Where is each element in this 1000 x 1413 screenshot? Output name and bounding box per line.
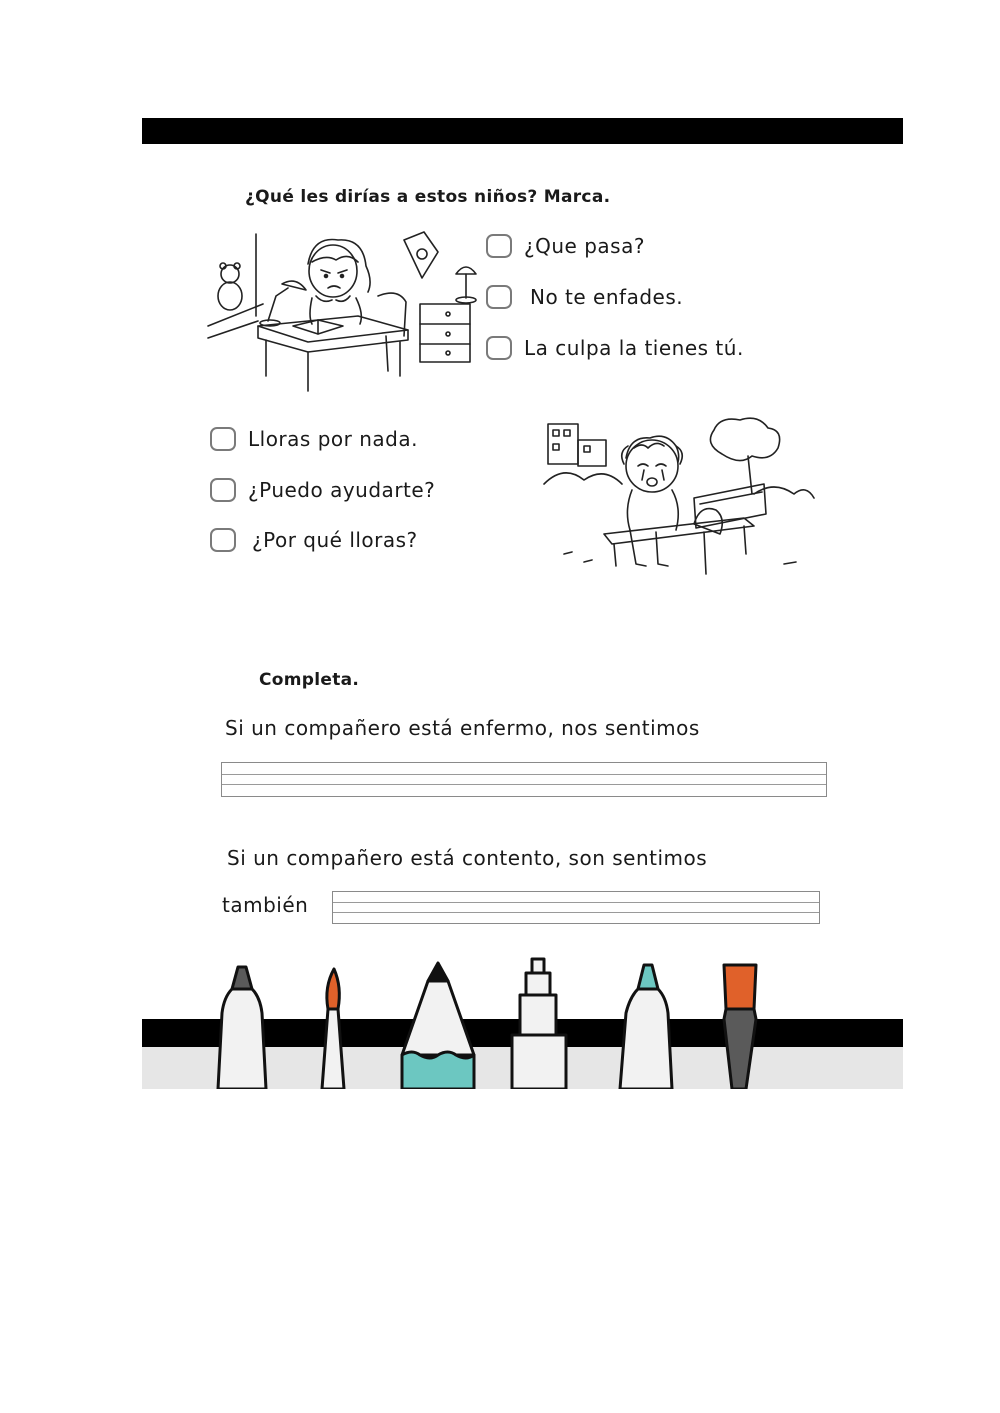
option-label: ¿Puedo ayudarte?	[248, 478, 436, 502]
option-label: ¿Que pasa?	[524, 234, 645, 258]
option-que-pasa[interactable]	[486, 234, 645, 258]
option-label: La culpa la tienes tú.	[524, 336, 744, 360]
marker-icon	[620, 965, 672, 1089]
sentence-tambien: también	[222, 893, 309, 917]
option-no-te-enfades[interactable]	[486, 285, 683, 309]
option-lloras-por-nada[interactable]	[210, 427, 418, 451]
option-checkbox[interactable]	[210, 478, 236, 502]
option-checkbox[interactable]	[210, 427, 236, 451]
option-checkbox[interactable]	[486, 336, 512, 360]
option-label: Lloras por nada.	[248, 427, 418, 451]
crying-boy-illustration	[544, 414, 814, 584]
option-checkbox[interactable]	[210, 528, 236, 552]
paintbrush-icon	[322, 969, 344, 1089]
sentence-enfermo: Si un compañero está enfermo, nos sentimos	[225, 716, 700, 740]
answer-field-1[interactable]	[221, 762, 827, 797]
option-la-culpa[interactable]	[486, 336, 744, 360]
section2-heading: Completa.	[259, 670, 360, 690]
header-bar	[142, 118, 903, 144]
angry-girl-illustration	[208, 226, 478, 396]
option-checkbox[interactable]	[486, 234, 512, 258]
option-label: ¿Por qué lloras?	[252, 528, 418, 552]
option-checkbox[interactable]	[486, 285, 512, 309]
option-por-que-lloras[interactable]	[210, 528, 418, 552]
marker-icon	[218, 967, 266, 1089]
option-label: No te enfades.	[530, 285, 684, 309]
sentence-contento: Si un compañero está contento, son sentimos	[227, 846, 708, 870]
section1-heading: ¿Qué les dirías a estos niños? Marca.	[245, 187, 611, 207]
pencil-icon	[402, 963, 474, 1089]
option-puedo-ayudarte[interactable]	[210, 478, 435, 502]
answer-field-2[interactable]	[332, 891, 820, 924]
art-supplies-decoration	[142, 955, 903, 1089]
